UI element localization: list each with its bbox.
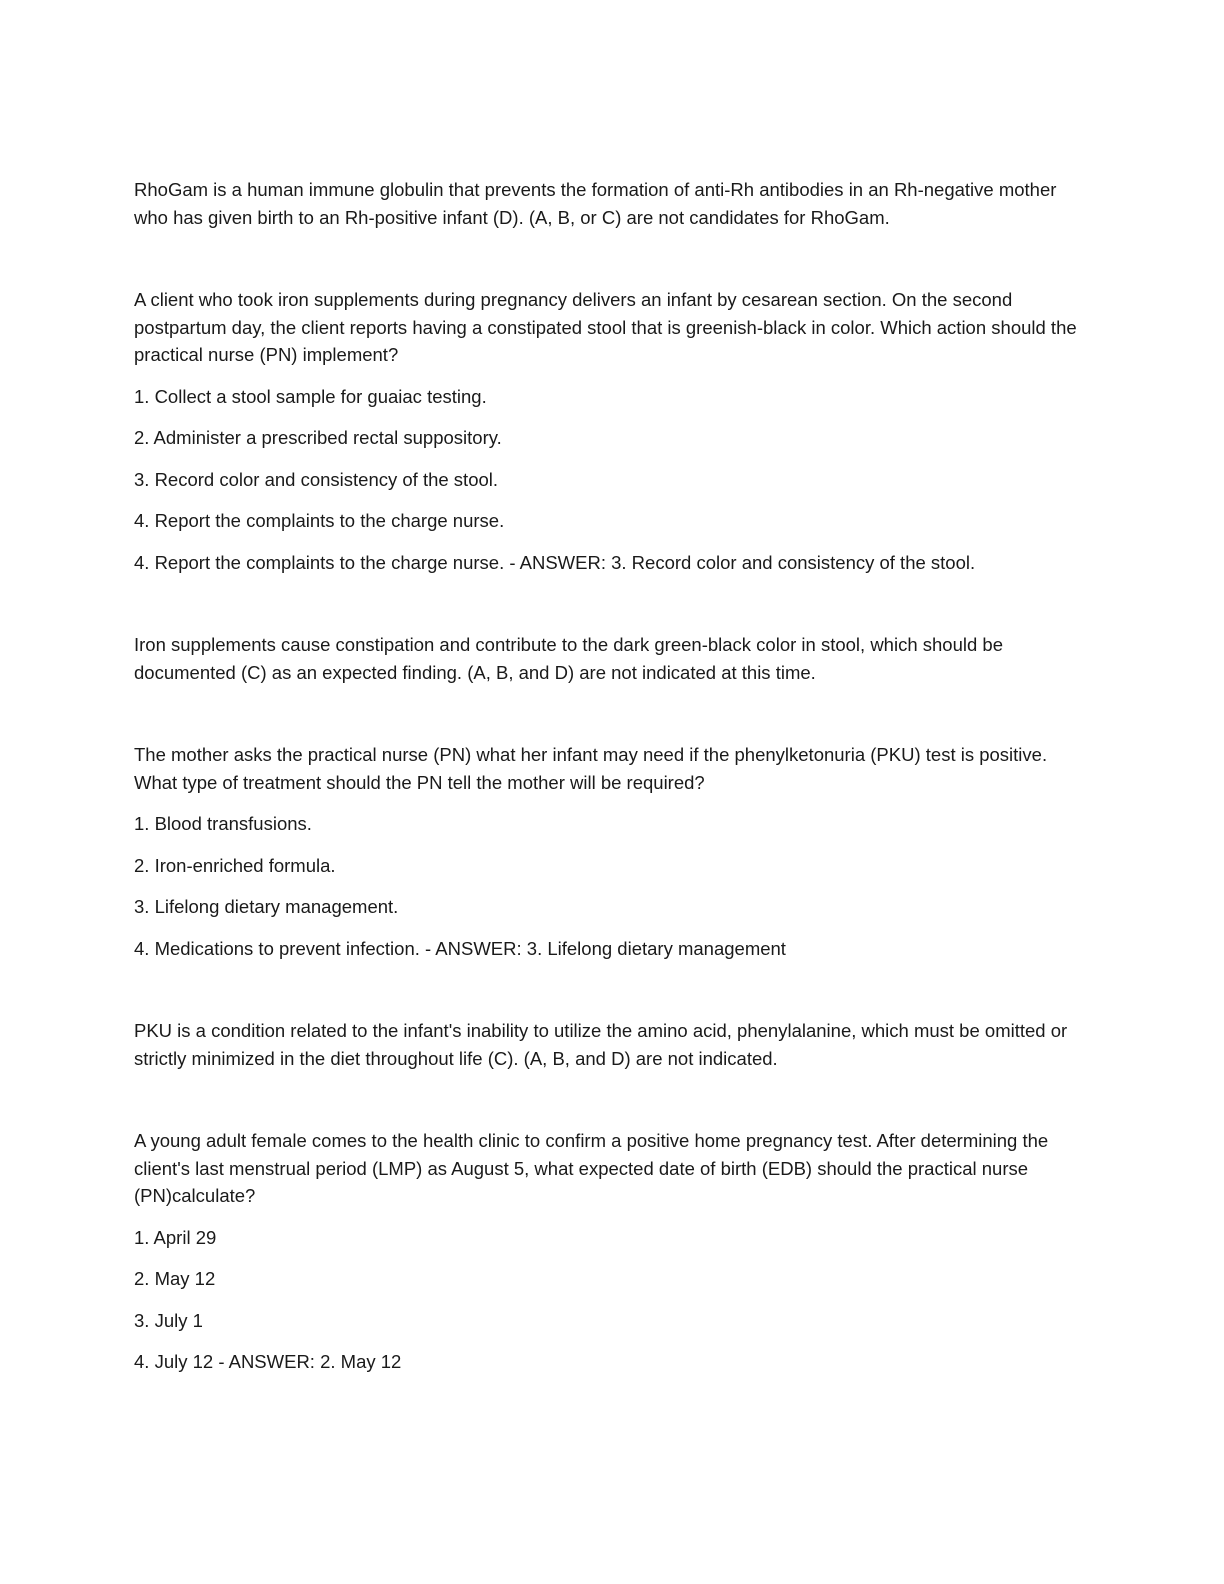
- spacer: [134, 231, 1084, 286]
- rhogam-explanation: RhoGam is a human immune globulin that prevents the formation of anti-Rh antibodies in an Rh-negative mother who has given birth to an Rh-positive infant (D). (A, B, or C) are not candidates for RhoGam.: [134, 179, 1057, 228]
- answer-option: 2. May 12: [134, 1268, 216, 1289]
- question-stem: The mother asks the practical nurse (PN) what her infant may need if the phenylketonuria (PKU) test is positive. What type of treatment should the PN tell the mother will be required?: [134, 744, 1048, 793]
- question-stem: A client who took iron supplements during pregnancy delivers an infant by cesarean section. On the second postpartum day, the client reports having a constipated stool that is greenish-black in color. Which action should the practical nurse (PN) implement?: [134, 289, 1077, 365]
- answer-key-line: 4. July 12 - ANSWER: 2. May 12: [134, 1351, 402, 1372]
- spacer: [134, 1072, 1084, 1127]
- answer-option: 2. Administer a prescribed rectal suppository.: [134, 427, 502, 448]
- question-edb: [134, 1127, 1084, 1376]
- answer-option: 4. Report the complaints to the charge nurse.: [134, 510, 505, 531]
- question-iron-supplements: [134, 286, 1084, 576]
- answer-option: 3. July 1: [134, 1309, 203, 1331]
- answer-key-line: 4. Medications to prevent infection. - ANSWER: 3. Lifelong dietary management: [134, 937, 786, 959]
- answer-option: 1. Blood transfusions.: [134, 813, 312, 834]
- answer-option: 2. Iron-enriched formula.: [134, 854, 336, 876]
- question-stem: A young adult female comes to the health clinic to confirm a positive home pregnancy test. After determining the client's last menstrual period (LMP) as August 5, what expected date of birth (EDB) should the practical nurse (PN)calculate?: [134, 1130, 1049, 1206]
- pku-explanation: PKU is a condition related to the infant's inability to utilize the amino acid, phenylalanine, which must be omitted or strictly minimized in the diet throughout life (C). (A, B, and D) are not indicated.: [134, 1020, 1068, 1069]
- answer-option: 1. April 29: [134, 1226, 217, 1248]
- answer-option: 1. Collect a stool sample for guaiac testing.: [134, 385, 487, 407]
- iron-explanation: Iron supplements cause constipation and contribute to the dark green-black color in stool, which should be documented (C) as an expected finding. (A, B, and D) are not indicated at this time.: [134, 634, 1003, 683]
- spacer: [134, 962, 1084, 1017]
- question-pku: [134, 741, 1084, 962]
- spacer: [134, 686, 1084, 741]
- answer-option: 3. Record color and consistency of the stool.: [134, 468, 499, 490]
- answer-option: 3. Lifelong dietary management.: [134, 896, 399, 917]
- answer-key-line: 4. Report the complaints to the charge nurse. - ANSWER: 3. Record color and consistency of the stool.: [134, 551, 976, 573]
- document-body: [134, 176, 1084, 1376]
- spacer: [134, 576, 1084, 631]
